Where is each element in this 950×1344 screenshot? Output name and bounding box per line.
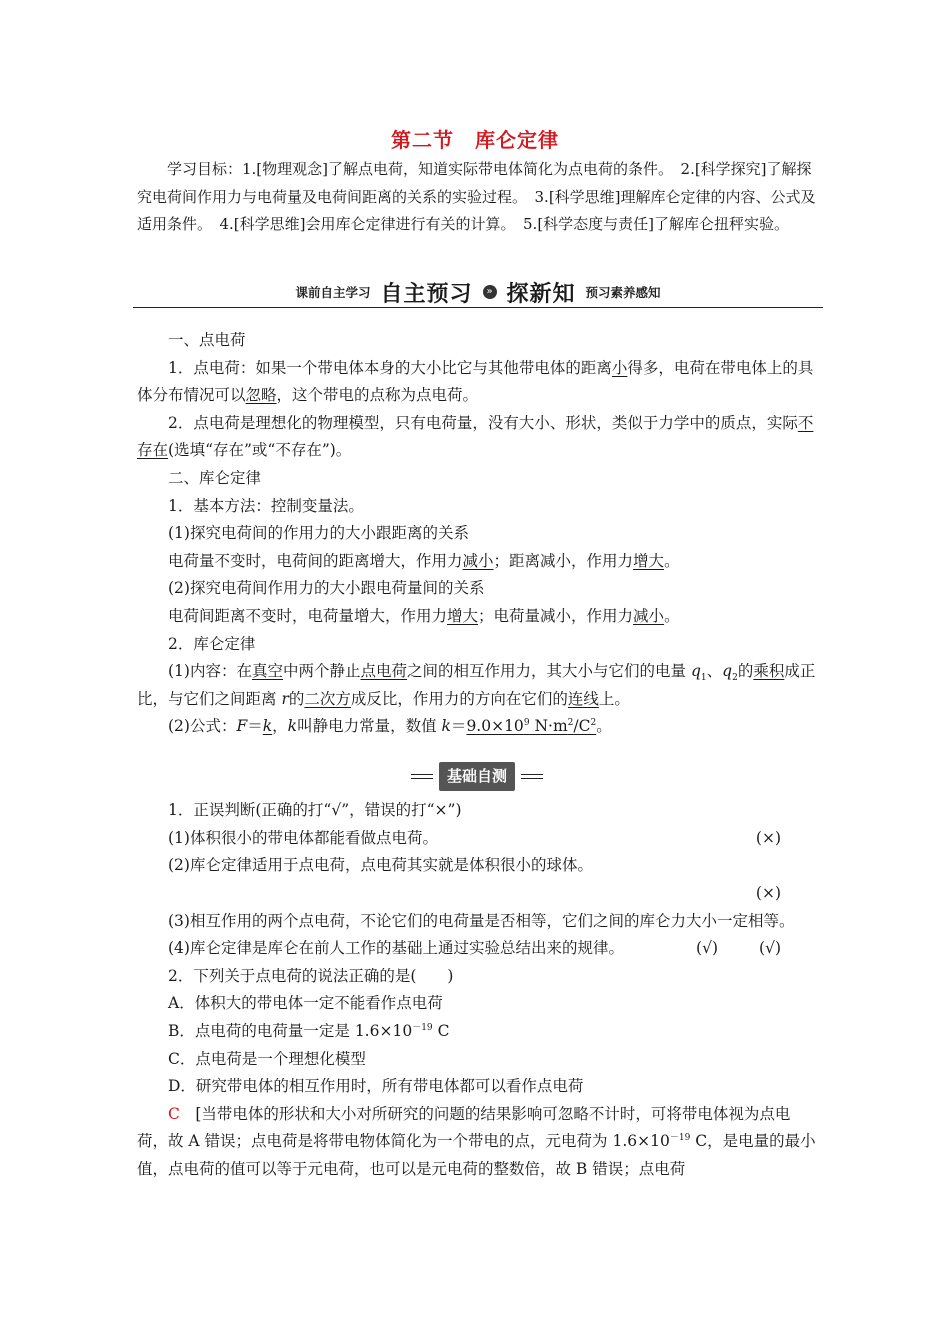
double-chevron-right-icon: » [483,285,497,299]
option-c: C．点电荷是一个理想化模型 [168,1049,366,1068]
text: 。 [664,606,680,625]
text: (1)内容：在 [168,662,252,681]
option-d: D．研究带电体的相互作用时，所有带电体都可以看作点电荷 [168,1077,584,1096]
option-b [137,1018,817,1046]
fill-blank: 增大 [447,606,479,625]
superscript: 2 [590,718,597,729]
judge-text: (3)相互作用的两个点电荷，不论它们的电荷量是否相等，它们之间的库仑力大小一定相等。 [168,911,795,930]
superscript: 2 [567,718,574,729]
learning-goals-text: 学习目标：1.[物理观念]了解点电荷，知道实际带电体简化为点电荷的条件。 2.[科学探究]了解探究电荷间作用力与电荷量及电荷间距离的关系的实验过程。 3.[科学思维]理解库仑定律的内容、公式及适用条件。 4.[科学思维]会用库仑定律进行有关的计算。 5.[科学态度与责任]了解库仑扭秤实验。 [137,160,816,233]
fill-blank: 真空 [251,662,283,681]
judge-item-4 [137,935,728,963]
judge-mark-2: (×) [755,883,781,902]
fill-blank [466,717,596,735]
text: 之间的相互作用力，其大小与它们的电量 [407,662,691,681]
paragraph-point-charge-def [137,355,817,410]
text: 得多，电荷在带电体上的具体分布情况可以 [137,358,814,405]
question-2: 2．下列关于点电荷的说法正确的是( ) [168,966,454,985]
badge-line-left [411,774,433,779]
section-heading-point-charge: 一、点电荷 [168,331,246,349]
main-content [137,327,817,1184]
subq-charge-text [137,603,817,631]
text: [当带电体的形状和大小对所研究的问题的结果影响可忽略不计时，可将带电体视为点电荷，故 A 错误；点电荷是将带电物体简化为一个带电的点，元电荷为 1.6×10 [137,1104,791,1151]
judge-mark: (√) [759,939,781,958]
var-q: q [690,662,701,681]
banner-main-b: 探新知 [506,281,576,307]
text: (选填“存在”或“不存在”)。 [168,441,352,460]
question-1: 1．正误判断(正确的打“√”，错误的打“×”) [168,801,462,820]
answer-letter: C [168,1104,180,1123]
text: 。 [664,551,680,570]
var-q: q [722,662,733,681]
banner-main-a: 自主预习 [380,281,473,307]
superscript: 9 [523,718,530,729]
text: 。 [596,717,612,736]
text: C，是电量的最小值，点电荷的值可以等于元电荷，也可以是元电荷的整数倍，故 B 错误；点电荷 [137,1132,816,1178]
judge-item-2: (2)库仑定律适用于点电荷，点电荷其实就是体积很小的球体。 [168,856,593,875]
subq-distance: (1)探究电荷间的作用力的大小跟距离的关系 [168,524,469,543]
var-k: k [287,717,298,736]
text: C [432,1021,450,1040]
fill-blank: 减小 [462,551,494,570]
banner-right-label: 预习素养感知 [585,285,661,300]
var-k: k [441,717,451,736]
learning-goals [137,156,817,239]
judge-text: (1)体积很小的带电体都能看做点电荷。 [168,828,438,847]
page-title: 第二节 库仑定律 [391,128,559,152]
text: N·m [529,717,568,736]
fill-blank: 二次方 [304,689,351,708]
fill-blank: 不存在 [137,413,814,460]
text: 电荷间距离不变时，电荷量增大，作用力 [168,606,448,625]
text: ；距离减小，作用力 [493,551,634,570]
text: 的 [737,662,754,681]
judge-mark: (√) [696,939,719,958]
text: 叫静电力常量，数值 [297,717,442,736]
text: 成反比，作用力的方向在它们的 [350,689,568,708]
fill-blank: 减小 [633,606,665,625]
text: ；电荷量减小，作用力 [478,606,634,625]
var-F: F [236,717,248,736]
fill-blank: 乘积 [753,662,785,681]
text: (2)公式： [168,717,237,736]
paragraph-ideal-model [137,410,817,465]
fill-blank: 增大 [633,551,665,570]
option-a: A．体积大的带电体一定不能看作点电荷 [168,994,443,1013]
judge-mark: (×) [755,828,781,847]
text: 、 [706,662,723,681]
text: 电荷量不变时，电荷间的距离增大，作用力 [168,551,463,570]
law-heading: 2．库仑定律 [168,634,256,653]
text: ， [272,717,288,736]
text: 2．点电荷是理想化的物理模型，只有电荷量，没有大小、形状，类似于力学中的质点，实际 [168,413,798,432]
text: 中两个静止 [282,662,361,681]
judge-text: (4)库仑定律是库仑在前人工作的基础上通过实验总结出来的规律。 [168,939,624,958]
text: 上。 [598,689,630,708]
badge-label: 基础自测 [439,762,515,792]
text: B．点电荷的电荷量一定是 1.6×10 [168,1021,413,1040]
subscript: 2 [732,673,738,684]
banner-left-label: 课前自主学习 [295,285,371,300]
judge-item-1 [137,825,817,853]
text: ＝ [247,717,263,736]
subq-charge: (2)探究电荷间作用力的大小跟电荷量间的关系 [168,579,485,598]
subq-distance-text [137,548,817,576]
text: 9.0×10 [466,717,524,736]
fill-blank: 忽略 [245,386,277,405]
section-banner [133,277,823,308]
fill-blank: k [262,717,273,736]
text: 的 [288,689,305,708]
subscript: 1 [700,673,707,684]
var-r: r [281,689,289,708]
fill-blank: 点电荷 [360,662,408,681]
section-heading-coulomb-law: 二、库仑定律 [168,468,262,487]
text: ，这个带电的点称为点电荷。 [276,386,479,405]
law-formula [137,713,817,741]
text: /C [573,717,591,736]
text: 1．点电荷：如果一个带电体本身的大小比它与其他带电体的距离 [168,358,612,377]
method-line: 1．基本方法：控制变量法。 [168,496,364,515]
text: ＝ [450,717,467,736]
answer-explanation [137,1101,817,1184]
text: 成正比，与它们之间距离 [137,662,816,708]
superscript: －19 [669,1133,691,1144]
badge-line-right [521,774,543,779]
fill-blank: 连线 [567,689,599,708]
law-content [137,658,817,713]
superscript: －19 [412,1022,433,1033]
fill-blank: 小 [611,358,628,377]
self-test-badge [137,761,817,791]
